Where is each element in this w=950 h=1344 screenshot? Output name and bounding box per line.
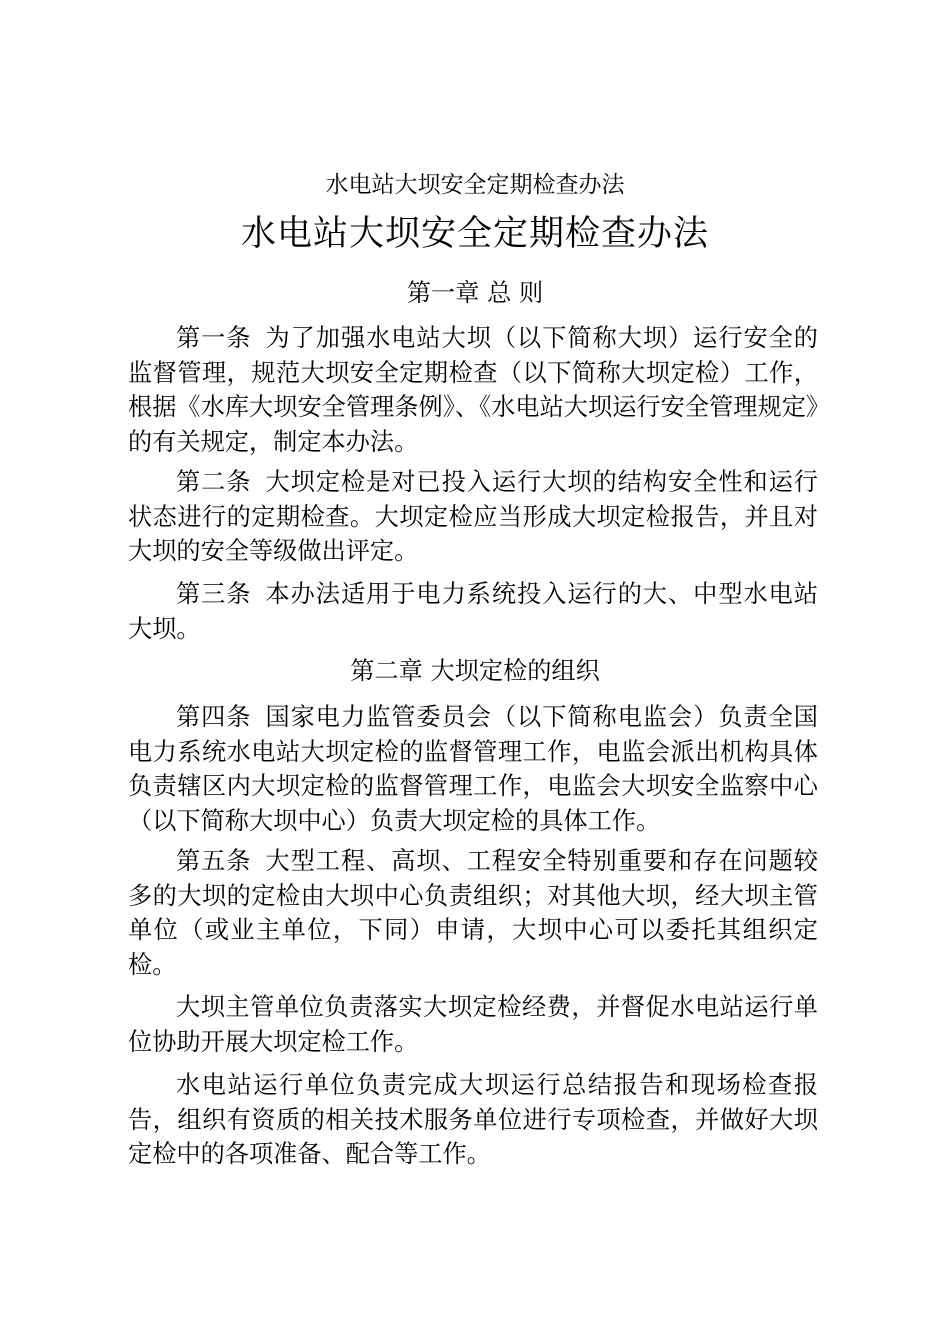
paragraph-plant-operator: 水电站运行单位负责完成大坝运行总结报告和现场检查报告，组织有资质的相关技术服务单位进行专项检查，并做好大坝定检中的各项准备、配合等工作。	[128, 1071, 818, 1168]
running-title: 水电站大坝安全定期检查办法	[325, 172, 625, 198]
article-number: 第四条	[176, 703, 252, 731]
article-number: 第二条	[176, 468, 252, 496]
article-1	[128, 321, 818, 459]
article-number: 第一条	[176, 324, 252, 352]
chapter-heading-1: 第一章 总 则	[406, 279, 544, 307]
article-4	[128, 700, 818, 838]
article-number: 第五条	[176, 847, 252, 875]
article-text: 为了加强水电站大坝（以下简称大坝）运行安全的监督管理，规范大坝安全定期检查（以下简称大坝定检）工作，根据《水库大坝安全管理条例》、《水电站大坝运行安全管理规定》的有关规定，制定本办法。	[128, 324, 818, 456]
paragraph-dam-owner: 大坝主管单位负责落实大坝定检经费，并督促水电站运行单位协助开展大坝定检工作。	[128, 993, 818, 1056]
document-title: 水电站大坝安全定期检查办法	[240, 214, 709, 254]
article-text: 本办法适用于电力系统投入运行的大、中型水电站大坝。	[128, 580, 818, 643]
article-number: 第三条	[176, 580, 252, 608]
article-text: 大型工程、高坝、工程安全特别重要和存在问题较多的大坝的定检由大坝中心负责组织；对其他大坝，经大坝主管单位（或业主单位，下同）申请，大坝中心可以委托其组织定检。	[128, 847, 818, 979]
article-text: 国家电力监管委员会（以下简称电监会）负责全国电力系统水电站大坝定检的监督管理工作，电监会派出机构具体负责辖区内大坝定检的监督管理工作，电监会大坝安全监察中心（以下简称大坝中心）负责大坝定检的具体工作。	[128, 703, 818, 835]
article-text: 大坝定检是对已投入运行大坝的结构安全性和运行状态进行的定期检查。大坝定检应当形成大坝定检报告，并且对大坝的安全等级做出评定。	[128, 468, 818, 565]
article-5	[128, 844, 818, 982]
article-2	[128, 465, 818, 569]
chapter-heading-2: 第二章 大坝定检的组织	[350, 657, 600, 685]
article-3	[128, 577, 818, 646]
